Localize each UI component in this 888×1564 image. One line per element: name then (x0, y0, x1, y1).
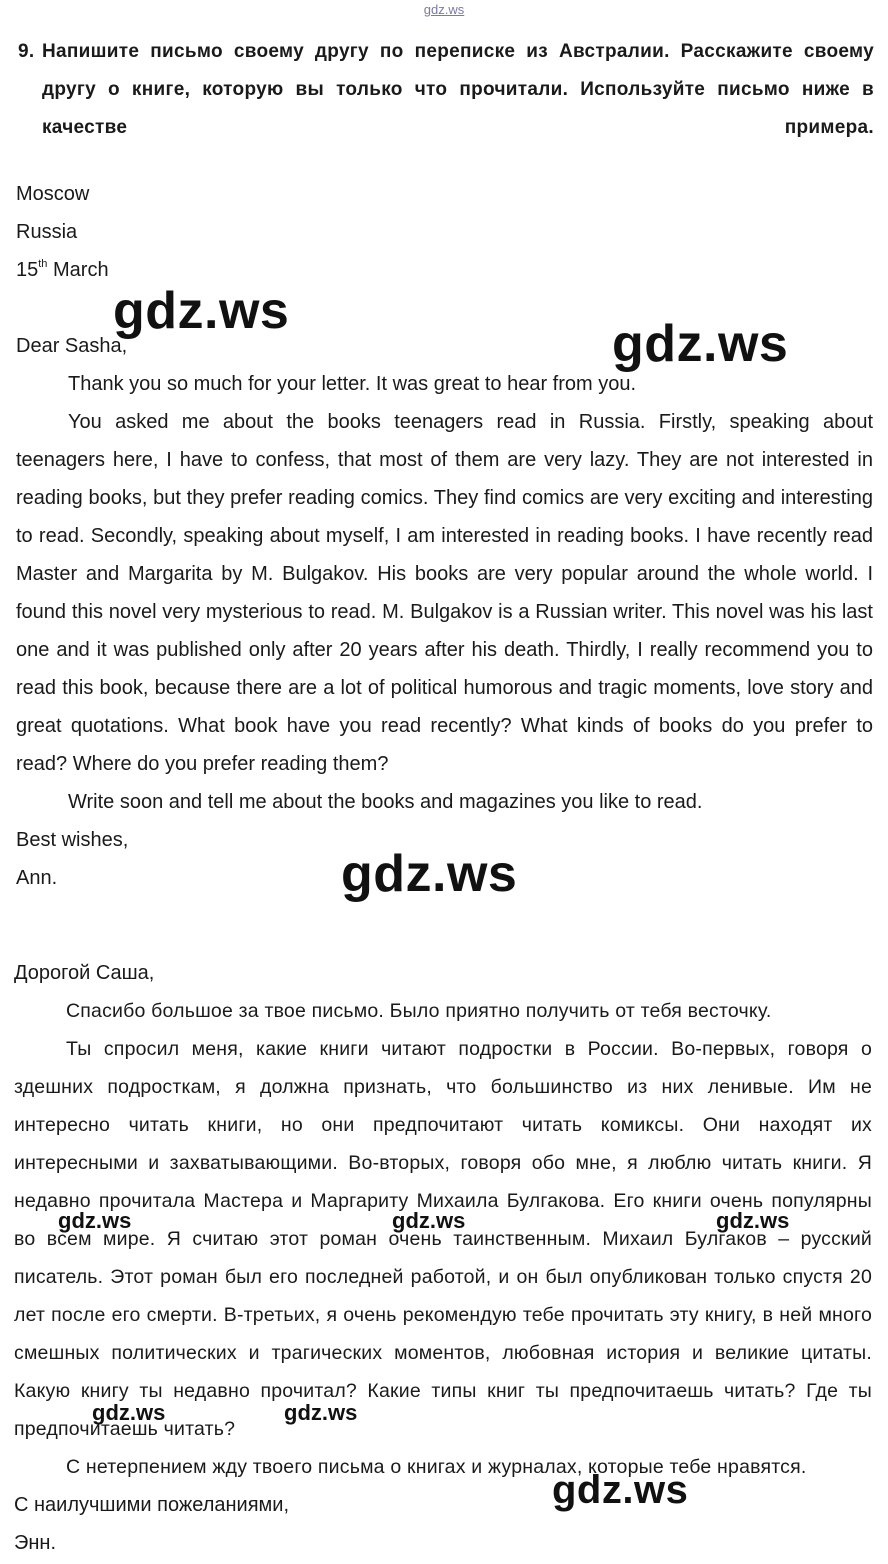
watermark: gdz.ws (552, 1468, 689, 1512)
watermark: gdz.ws (392, 1208, 466, 1233)
paragraph: С нетерпением жду твоего письма о книгах и журналах, которые тебе нравятся. (66, 1456, 807, 1478)
paragraph: Спасибо большое за твое письмо. Было приятно получить от тебя весточку. (66, 1000, 772, 1022)
closing: Best wishes, (16, 829, 129, 851)
watermark: gdz.ws (716, 1208, 790, 1233)
paragraph: Thank you so much for your letter. It was great to hear from you. (68, 373, 637, 395)
date-suffix: th (38, 258, 48, 270)
watermark: gdz.ws (113, 282, 290, 340)
date-month: March (53, 259, 109, 281)
watermark: gdz.ws (341, 845, 518, 903)
closing: С наилучшими пожеланиями, (14, 1494, 290, 1516)
russian-letter (14, 954, 872, 1562)
address-city: Moscow (16, 183, 90, 205)
signature: Ann. (16, 867, 58, 889)
watermark: gdz.ws (92, 1400, 166, 1425)
task-heading (18, 33, 874, 185)
watermark: gdz.ws (284, 1400, 358, 1425)
paragraph: Write soon and tell me about the books and magazines you like to read. (68, 791, 703, 813)
signature: Энн. (14, 1532, 57, 1554)
watermark: gdz.ws (58, 1208, 132, 1233)
site-link[interactable]: gdz.ws (423, 2, 465, 17)
paragraph: You asked me about the books teenagers read in Russia. Firstly, speaking about teenagers here, I have to confess, that most of them are very lazy. They are not interested in reading books, but they prefer reading comics. They find comics are very exciting and interesting to read. Secondly, speaking about myself, I am interested in reading books. I have recently read Master and Margarita by M. Bulgakov. His books are very popular around the whole world. I found this novel very mysterious to read. M. Bulgakov is a Russian writer. This novel was his last one and it was published only after 20 years after his death. Thirdly, I really recommend you to read this book, because there are a lot of political humorous and tragic moments, love story and great quotations. What book have you read recently? What kinds of books do you prefer to read? Where do you prefer reading them? (16, 411, 873, 775)
watermark: gdz.ws (612, 315, 789, 373)
date-day: 15 (16, 259, 39, 281)
task-number: 9. (18, 41, 35, 62)
task-text: Напишите письмо своему другу по переписке из Австралии. Расскажите своему другу о книге, которую вы только что прочитали. Используйте письмо ниже в качестве примера. (42, 41, 874, 138)
greeting: Дорогой Саша, (14, 962, 155, 984)
paragraph: Ты спросил меня, какие книги читают подростки в России. Во-первых, говоря о здешних подросткам, я должна признать, что большинство из них ленивые. Им не интересно читать книги, но они предпочитают читать комиксы. Они находят их интересными и захватывающими. Во-вторых, говоря обо мне, я люблю читать книги. Я недавно прочитала Мастера и Маргариту Михаила Булгакова. Его книги очень популярны во всем мире. Я считаю этот роман очень таинственным. Михаил Булгаков – русский писатель. Этот роман был его последней работой, и он был опубликован только спустя 20 лет после его смерти. В-третьих, я очень рекомендую тебе прочитать эту книгу, в ней много смешных политических и трагических моментов, любовная история и великие цитаты. Какую книгу ты недавно прочитал? Какие типы книг ты предпочитаешь читать? Где ты предпочитаешь читать? (14, 1038, 872, 1440)
address-country: Russia (16, 221, 78, 243)
greeting: Dear Sasha, (16, 335, 128, 357)
